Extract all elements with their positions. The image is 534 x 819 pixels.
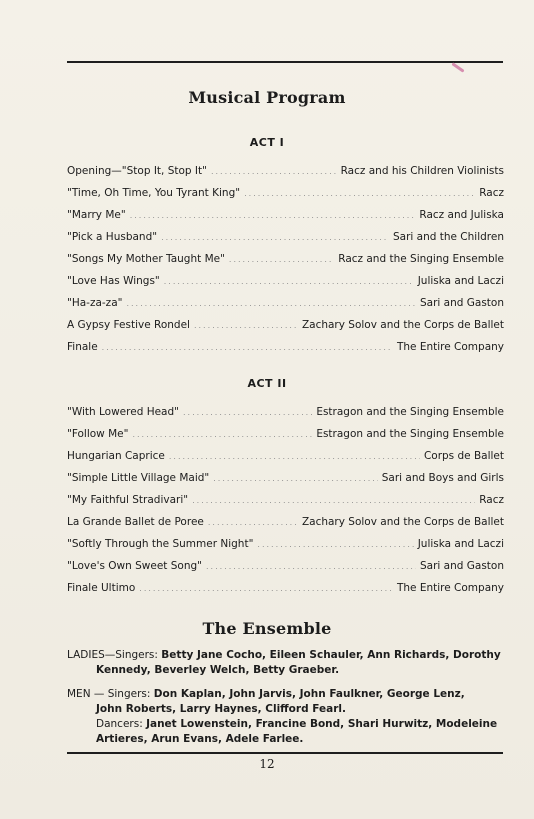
performer: Corps de Ballet bbox=[423, 450, 504, 462]
program-row bbox=[67, 450, 504, 472]
program-row bbox=[67, 582, 504, 604]
ensemble-dancers bbox=[96, 717, 504, 747]
performer: Racz and the Singing Ensemble bbox=[338, 253, 504, 265]
program-row bbox=[67, 494, 504, 516]
leader-dots bbox=[244, 189, 475, 198]
leader-dots bbox=[213, 474, 377, 483]
program-row bbox=[67, 516, 504, 538]
song-title: "Pick a Husband" bbox=[67, 231, 158, 243]
program-row bbox=[67, 560, 504, 582]
men-heading: MEN — Singers: bbox=[67, 688, 151, 700]
ladies-heading: LADIES—Singers: bbox=[67, 649, 158, 661]
men-names-line-1: Don Kaplan, John Jarvis, John Faulkner, George Lenz, bbox=[153, 688, 465, 700]
page-number: 12 bbox=[259, 757, 275, 771]
program-title: Musical Program bbox=[188, 88, 346, 107]
performer: Sari and Boys and Girls bbox=[381, 472, 504, 484]
performer: Sari and Gaston bbox=[420, 297, 504, 309]
performer: Racz bbox=[479, 494, 504, 506]
program-row bbox=[67, 472, 504, 494]
song-title: Finale Ultimo bbox=[67, 582, 136, 594]
performer: Racz and Juliska bbox=[419, 209, 504, 221]
performer: Juliska and Laczi bbox=[417, 275, 504, 287]
dancers-names-line-1: Janet Lowenstein, Francine Bond, Shari Hurwitz, Modeleine bbox=[146, 718, 498, 730]
leader-dots bbox=[130, 211, 416, 220]
program-row bbox=[67, 297, 504, 319]
leader-dots bbox=[192, 496, 475, 505]
song-title: "Love Has Wings" bbox=[67, 275, 160, 287]
bottom-rule bbox=[67, 752, 503, 754]
program-row bbox=[67, 253, 504, 275]
program-row bbox=[67, 319, 504, 341]
program-row bbox=[67, 275, 504, 297]
performer: Racz and his Children Violinists bbox=[340, 165, 504, 177]
act-2-heading: ACT II bbox=[247, 377, 287, 390]
ensemble-ladies bbox=[67, 648, 504, 678]
leader-dots bbox=[211, 167, 337, 176]
song-title: "My Faithful Stradivari" bbox=[67, 494, 189, 506]
performer: The Entire Company bbox=[396, 582, 504, 594]
song-title: "Follow Me" bbox=[67, 428, 129, 440]
performer: The Entire Company bbox=[396, 341, 504, 353]
song-title: "With Lowered Head" bbox=[67, 406, 179, 418]
program-row bbox=[67, 538, 504, 560]
ladies-names-line-1: Betty Jane Cocho, Eileen Schauler, Ann Richards, Dorothy bbox=[161, 649, 501, 661]
song-title: Opening—"Stop It, Stop It" bbox=[67, 165, 207, 177]
leader-dots bbox=[161, 233, 389, 242]
leader-dots bbox=[229, 255, 334, 264]
leader-dots bbox=[102, 343, 393, 352]
leader-dots bbox=[257, 540, 413, 549]
leader-dots bbox=[132, 430, 312, 439]
leader-dots bbox=[139, 584, 393, 593]
pink-ink-mark bbox=[451, 62, 464, 72]
leader-dots bbox=[169, 452, 420, 461]
performer: Zachary Solov and the Corps de Ballet bbox=[301, 319, 504, 331]
song-title: "Marry Me" bbox=[67, 209, 126, 221]
song-title: "Love's Own Sweet Song" bbox=[67, 560, 202, 572]
song-title: La Grande Ballet de Poree bbox=[67, 516, 204, 528]
song-title: "Ha-za-za" bbox=[67, 297, 123, 309]
leader-dots bbox=[183, 408, 312, 417]
song-title: Finale bbox=[67, 341, 98, 353]
performer: Sari and Gaston bbox=[420, 560, 504, 572]
dancers-names-line-2: Artieres, Arun Evans, Adele Farlee. bbox=[96, 733, 304, 745]
act-2-list bbox=[67, 406, 504, 604]
program-row bbox=[67, 341, 504, 363]
program-row bbox=[67, 406, 504, 428]
song-title: Hungarian Caprice bbox=[67, 450, 165, 462]
song-title: "Softly Through the Summer Night" bbox=[67, 538, 254, 550]
ensemble-title: The Ensemble bbox=[202, 619, 332, 638]
song-title: "Simple Little Village Maid" bbox=[67, 472, 210, 484]
performer: Zachary Solov and the Corps de Ballet bbox=[301, 516, 504, 528]
ladies-names-line-2: Kennedy, Beverley Welch, Betty Graeber. bbox=[96, 664, 340, 676]
program-row bbox=[67, 187, 504, 209]
dancers-heading: Dancers: bbox=[96, 718, 143, 730]
song-title: A Gypsy Festive Rondel bbox=[67, 319, 190, 331]
leader-dots bbox=[206, 562, 416, 571]
performer: Juliska and Laczi bbox=[417, 538, 504, 550]
program-row bbox=[67, 428, 504, 450]
performer: Estragon and the Singing Ensemble bbox=[316, 406, 504, 418]
leader-dots bbox=[164, 277, 414, 286]
ensemble-men bbox=[67, 687, 504, 717]
top-rule bbox=[67, 61, 503, 63]
leader-dots bbox=[194, 321, 298, 330]
act-1-list bbox=[67, 165, 504, 363]
program-row bbox=[67, 231, 504, 253]
program-row bbox=[67, 209, 504, 231]
performer: Sari and the Children bbox=[392, 231, 504, 243]
men-names-line-2: John Roberts, Larry Haynes, Clifford Fearl. bbox=[96, 703, 346, 715]
leader-dots bbox=[126, 299, 416, 308]
performer: Racz bbox=[479, 187, 504, 199]
song-title: "Songs My Mother Taught Me" bbox=[67, 253, 225, 265]
act-1-heading: ACT I bbox=[249, 136, 285, 149]
song-title: "Time, Oh Time, You Tyrant King" bbox=[67, 187, 241, 199]
leader-dots bbox=[208, 518, 298, 527]
program-row bbox=[67, 165, 504, 187]
performer: Estragon and the Singing Ensemble bbox=[316, 428, 504, 440]
